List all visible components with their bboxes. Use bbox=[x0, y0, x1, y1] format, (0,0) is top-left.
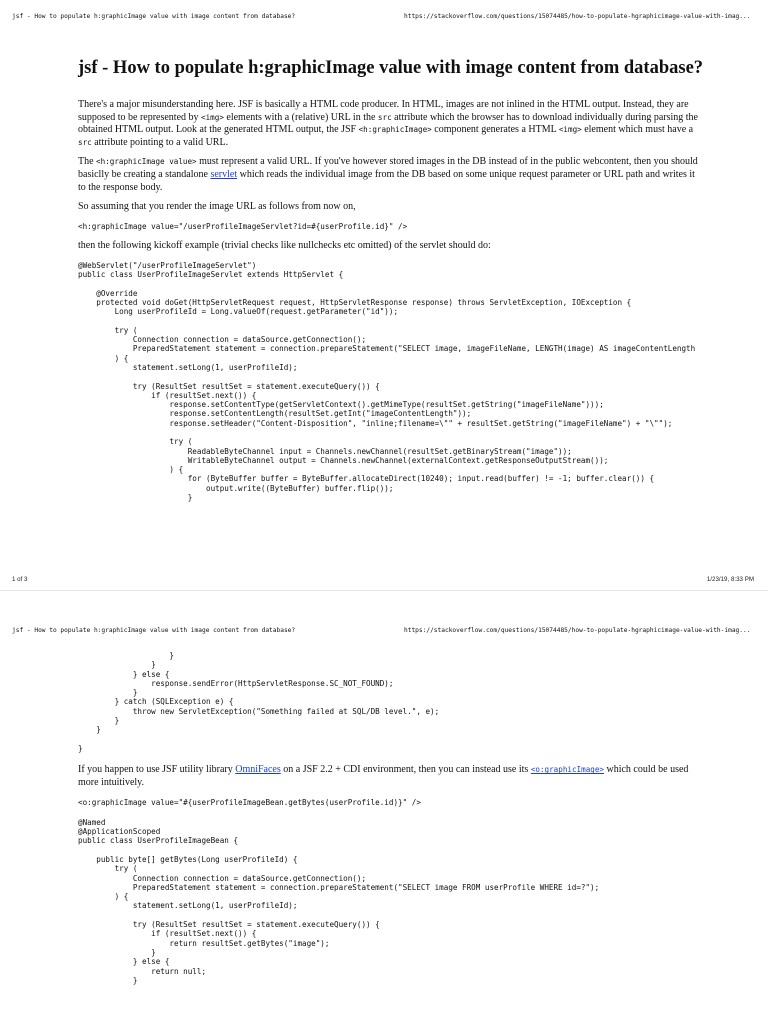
answer-paragraph-2: The <h:graphicImage value> must represent a valid URL. If you've however stored images in the DB instead of in the public webcontent, then you should basiclly be creating a standalone servlet which reads the individual image from the DB based on some unique request parameter or URL path and writes it to the response body. bbox=[78, 156, 698, 193]
answer-paragraph-1: There's a major misunderstanding here. JSF is basically a HTML code producer. In HTML, images are not inlined in the HTML output. Instead, they are supposed to be represented by <img> elements with a (relative) URL in the src attribute which the browser has to download individually during parsing the obtained HTML output. Look at the generated HTML output, the JSF <h:graphicImage> component generates a HTML <img> element which must have a src attribute pointing to a valid URL. bbox=[78, 99, 698, 148]
inline-code: <h:graphicImage value> bbox=[96, 157, 197, 167]
inline-code: src bbox=[377, 112, 392, 122]
page-separator bbox=[0, 590, 768, 591]
question-title: jsf - How to populate h:graphicImage value with image content from database? bbox=[78, 58, 704, 78]
inline-code: <h:graphicImage> bbox=[358, 125, 432, 135]
answer-paragraph-5: If you happen to use JSF utility library OmniFaces on a JSF 2.2 + CDI environment, then you can instead use its <o:graphicImage> which could be used more intuitively. bbox=[78, 764, 689, 788]
inline-code: <img> bbox=[201, 112, 224, 122]
page-number: 1 of 3 bbox=[12, 576, 28, 583]
answer-paragraph-3: So assuming that you render the image URL as follows from now on, bbox=[78, 201, 356, 213]
code-block-2: @WebServlet("/userProfileImageServlet") public class UserProfileImageServlet extends HttpServlet { @Override protected void doGet(HttpServletRequest request, HttpServletResponse response) throws ServletException, IOException { Long userProfileId = Long.valueOf(request.getParameter("id")); try ( Connection connection = dataSource.getConnection(); PreparedStatement statement = connection.prepareStatement("SELECT image, imageFileName, LENGTH(image) AS imageContentLength ) { statement.setLong(1, userProfileId); try (ResultSet resultSet = statement.executeQuery()) { if (resultSet.next()) { response.setContentType(getServletContext().getMimeType(resultSet.getString("imageFileName"))); response.setContentLength(resultSet.getInt("imageContentLength")); response.setHeader("Content-Disposition", "inline;filename=\"" + resultSet.getString("imageFileName") + "\""); try ( ReadableByteChannel input = Channels.newChannel(resultSet.getBinaryStream("image")); WritableByteChannel output = Channels.newChannel(externalContext.getResponseOutputStream()); ) { for (ByteBuffer buffer = ByteBuffer.allocateDirect(10240); input.read(buffer) != -1; buffer.clear()) { output.write((ByteBuffer) buffer.flip()); } bbox=[78, 260, 696, 503]
omnifaces-link[interactable]: OmniFaces bbox=[235, 764, 281, 776]
print-header-url[interactable]: https://stackoverflow.com/questions/15074485/how-to-populate-hgraphicimage-value-with-imag... bbox=[404, 627, 751, 634]
inline-code: <img> bbox=[558, 125, 582, 135]
code-block-3: <o:graphicImage value="#{userProfileImageBean.getBytes(userProfile.id)}" /> bbox=[78, 798, 421, 808]
servlet-link[interactable]: servlet bbox=[210, 168, 238, 180]
print-header-title: jsf - How to populate h:graphicImage value with image content from database? bbox=[12, 627, 296, 634]
inline-code: src bbox=[78, 137, 92, 147]
page-2-content bbox=[78, 651, 758, 985]
print-datetime: 1/23/19, 8:33 PM bbox=[706, 576, 754, 583]
page-1-content bbox=[78, 57, 758, 502]
graphicimage-link[interactable]: <o:graphicImage> bbox=[530, 765, 604, 775]
code-block-4: @Named @ApplicationScoped public class UserProfileImageBean { public byte[] getBytes(Long userProfileId) { try ( Connection connection = dataSource.getConnection(); PreparedStatement statement = connection.prepareStatement("SELECT image FROM userProfile WHERE id=?"); ) { statement.setLong(1, userProfileId); try (ResultSet resultSet = statement.executeQuery()) { if (resultSet.next()) { return resultSet.getBytes("image"); } } else { return null; } bbox=[78, 817, 600, 985]
answer-paragraph-4: then the following kickoff example (trivial checks like nullchecks etc omitted) of the servlet should do: bbox=[78, 240, 491, 252]
code-block-1: <h:graphicImage value="/userProfileImageServlet?id=#{userProfile.id}" /> bbox=[78, 221, 408, 231]
code-block-2-continued: } } } else { response.sendError(HttpServletResponse.SC_NOT_FOUND); } } catch (SQLException e) { throw new ServletException("Something failed at SQL/DB level.", e); } } } bbox=[78, 651, 440, 753]
print-header-title: jsf - How to populate h:graphicImage value with image content from database? bbox=[12, 13, 296, 20]
print-header-url[interactable]: https://stackoverflow.com/questions/15074485/how-to-populate-hgraphicimage-value-with-imag... bbox=[404, 13, 751, 20]
